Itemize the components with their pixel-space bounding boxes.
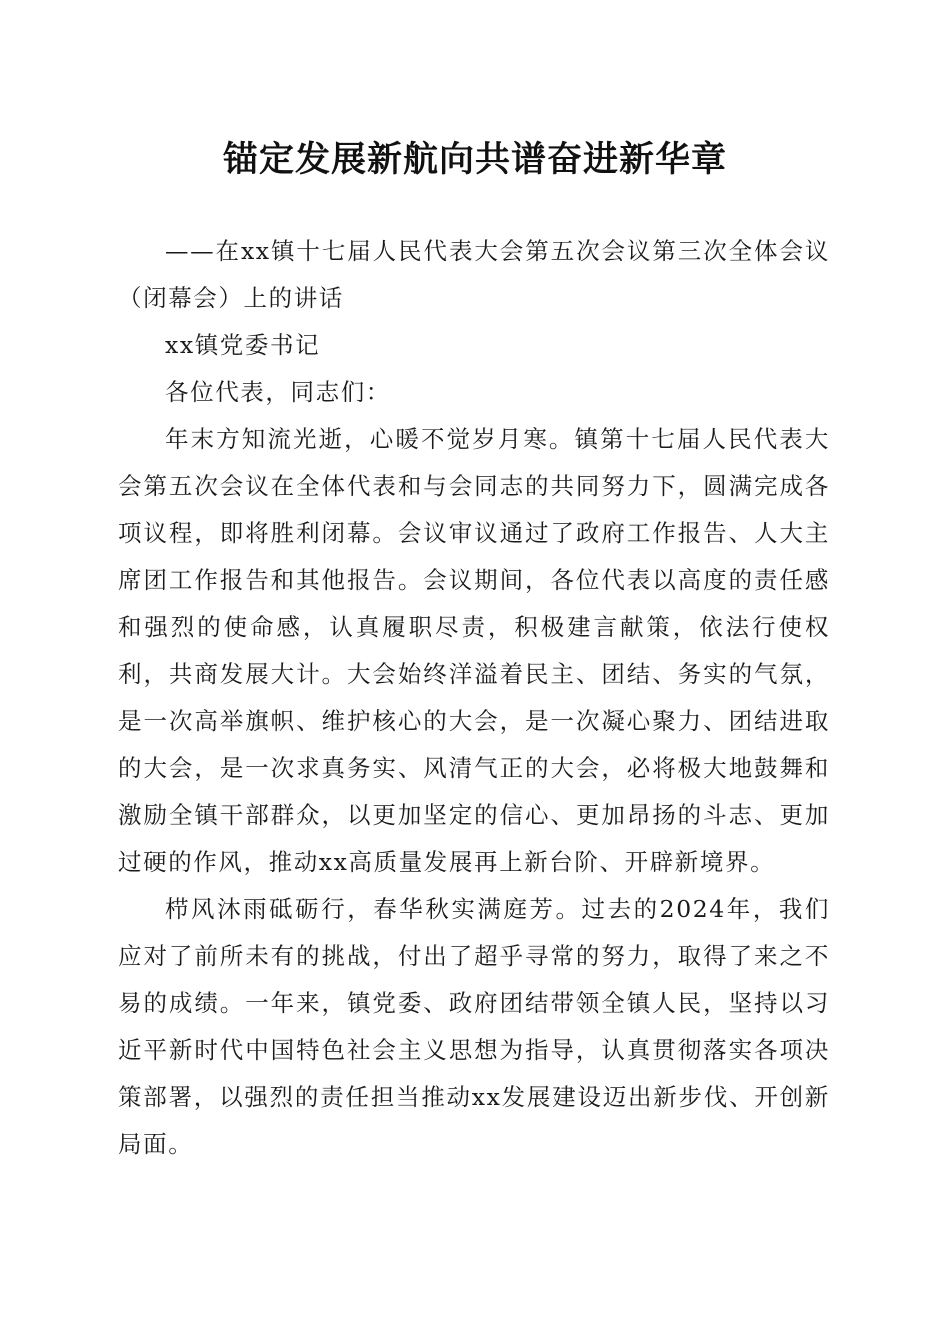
- speaker-line: xx镇党委书记: [165, 331, 321, 359]
- paragraph-2: 栉风沐雨砥砺行，春华秋实满庭芳。过去的2024年，我们应对了前所未有的挑战，付出了超乎寻常的努力，取得了来之不易的成绩。一年来，镇党委、政府团结带领全镇人民，坚持以习近平新时代中国特色社会主义思想为指导，认真贯彻落实各项决策部署，以强烈的责任担当推动xx发展建设迈出新步伐、开创新局面。: [118, 895, 830, 1158]
- speech-subtitle: ——在xx镇十七届人民代表大会第五次会议第三次全体会议（闭幕会）上的讲话: [118, 237, 830, 312]
- salutation: 各位代表，同志们：: [165, 378, 391, 406]
- paragraph-1: 年末方知流光逝，心暖不觉岁月寒。镇第十七届人民代表大会第五次会议在全体代表和与会同志的共同努力下，圆满完成各项议程，即将胜利闭幕。会议审议通过了政府工作报告、人大主席团工作报告和其他报告。会议期间，各位代表以高度的责任感和强烈的使命感，认真履职尽责，积极建言献策，依法行使权利，共商发展大计。大会始终洋溢着民主、团结、务实的气氛，是一次高举旗帜、维护核心的大会，是一次凝心聚力、团结进取的大会，是一次求真务实、风清气正的大会，必将极大地鼓舞和激励全镇干部群众，以更加坚定的信心、更加昂扬的斗志、更加过硬的作风，推动xx高质量发展再上新台阶、开辟新境界。: [118, 425, 830, 876]
- document-title: 锚定发展新航向共谱奋进新华章: [222, 140, 727, 180]
- document-body: [118, 228, 830, 1168]
